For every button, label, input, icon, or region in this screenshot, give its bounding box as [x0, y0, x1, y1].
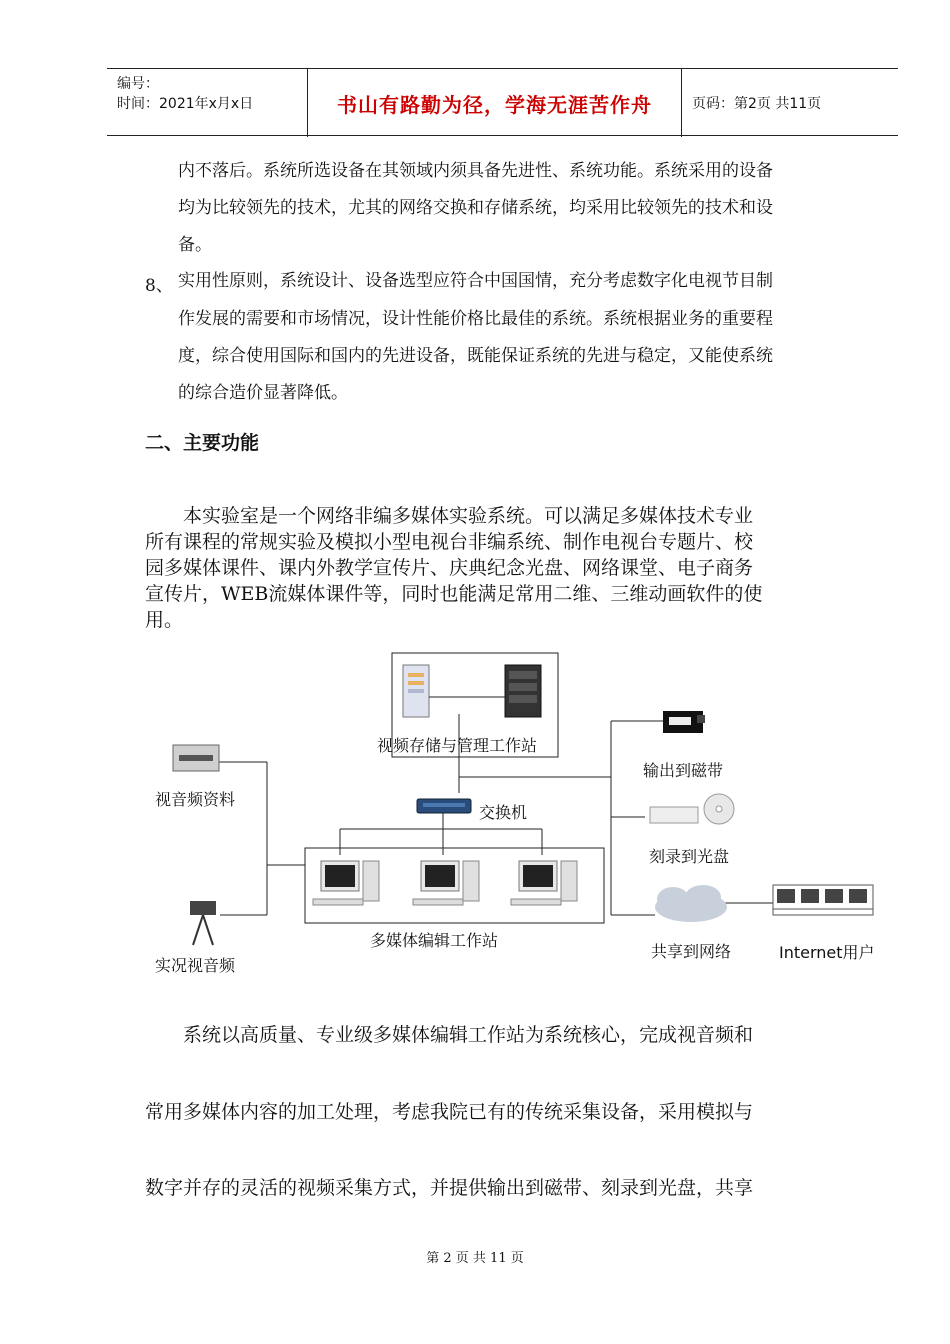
header-motto-cell — [308, 69, 682, 137]
paragraph-line: 备。 — [178, 235, 212, 255]
internet-users-icon — [773, 885, 873, 915]
intro-line: 所有课程的常规实验及模拟小型电视台非编系统、制作电视台专题片、校 — [145, 531, 754, 553]
paragraph-line: 均为比较领先的技术，尤其的网络交换和存储系统，均采用比较领先的技术和设 — [178, 198, 773, 218]
intro-line: 宣传片，WEB流媒体课件等，同时也能满足常用二维、三维动画软件的使 — [145, 583, 763, 605]
item8-line: 的综合造价显著降低。 — [178, 383, 348, 403]
server-icon — [403, 665, 429, 717]
header-info-cell — [107, 69, 308, 137]
tape-icon — [663, 711, 705, 733]
system-diagram — [145, 645, 880, 985]
pc-icon — [511, 861, 577, 905]
pc-icon — [413, 861, 479, 905]
time-label: 时间：2021年x月x日 — [117, 96, 254, 112]
tape-label: 输出到磁带 — [643, 761, 724, 780]
paragraph-line: 内不落后。系统所选设备在其领域内须具备先进性、系统功能。系统采用的设备 — [178, 161, 773, 181]
pc-icon — [313, 861, 379, 905]
switch-icon — [417, 799, 471, 813]
cloud-icon — [655, 885, 727, 922]
edit-station-label: 多媒体编辑工作站 — [370, 931, 499, 950]
item-number: 8、 — [145, 276, 173, 296]
rack-icon — [505, 665, 541, 717]
disc-label: 刻录到光盘 — [649, 847, 730, 866]
page-header — [107, 68, 898, 136]
body-line: 数字并存的灵活的视频采集方式，并提供输出到磁带、刻录到光盘，共享 — [145, 1177, 754, 1199]
av-deck-icon — [173, 745, 219, 771]
live-av-label: 实况视音频 — [155, 956, 236, 975]
motto: 书山有路勤为径，学海无涯苦作舟 — [337, 92, 652, 117]
item8-line: 实用性原则，系统设计、设备选型应符合中国国情，充分考虑数字化电视节目制 — [178, 271, 773, 291]
intro-line: 本实验室是一个网络非编多媒体实验系统。可以满足多媒体技术专业 — [145, 505, 754, 527]
network-label: 共享到网络 — [651, 942, 732, 961]
disc-icon — [650, 794, 734, 824]
switch-label: 交换机 — [479, 803, 528, 822]
internet-label: Internet用户 — [779, 943, 875, 962]
page-footer: 第 2 页 共 11 页 — [426, 1251, 524, 1266]
page-info: 页码：第2页 共11页 — [692, 96, 822, 112]
number-label: 编号： — [117, 76, 159, 92]
intro-line: 园多媒体课件、课内外教学宣传片、庆典纪念光盘、网络课堂、电子商务 — [145, 557, 754, 579]
section-title: 二、主要功能 — [145, 432, 260, 454]
item8-line: 度，综合使用国际和国内的先进设备，既能保证系统的先进与稳定，又能使系统 — [178, 346, 773, 366]
body-line: 常用多媒体内容的加工处理，考虑我院已有的传统采集设备，采用模拟与 — [145, 1101, 754, 1123]
camera-icon — [190, 901, 216, 945]
item8-line: 作发展的需要和市场情况，设计性能价格比最佳的系统。系统根据业务的重要程 — [178, 309, 773, 329]
intro-line: 用。 — [145, 609, 184, 631]
av-material-label: 视音频资料 — [155, 790, 236, 809]
body-line: 系统以高质量、专业级多媒体编辑工作站为系统核心，完成视音频和 — [145, 1024, 754, 1046]
storage-label: 视频存储与管理工作站 — [377, 736, 538, 755]
intro-paragraph — [145, 503, 860, 633]
